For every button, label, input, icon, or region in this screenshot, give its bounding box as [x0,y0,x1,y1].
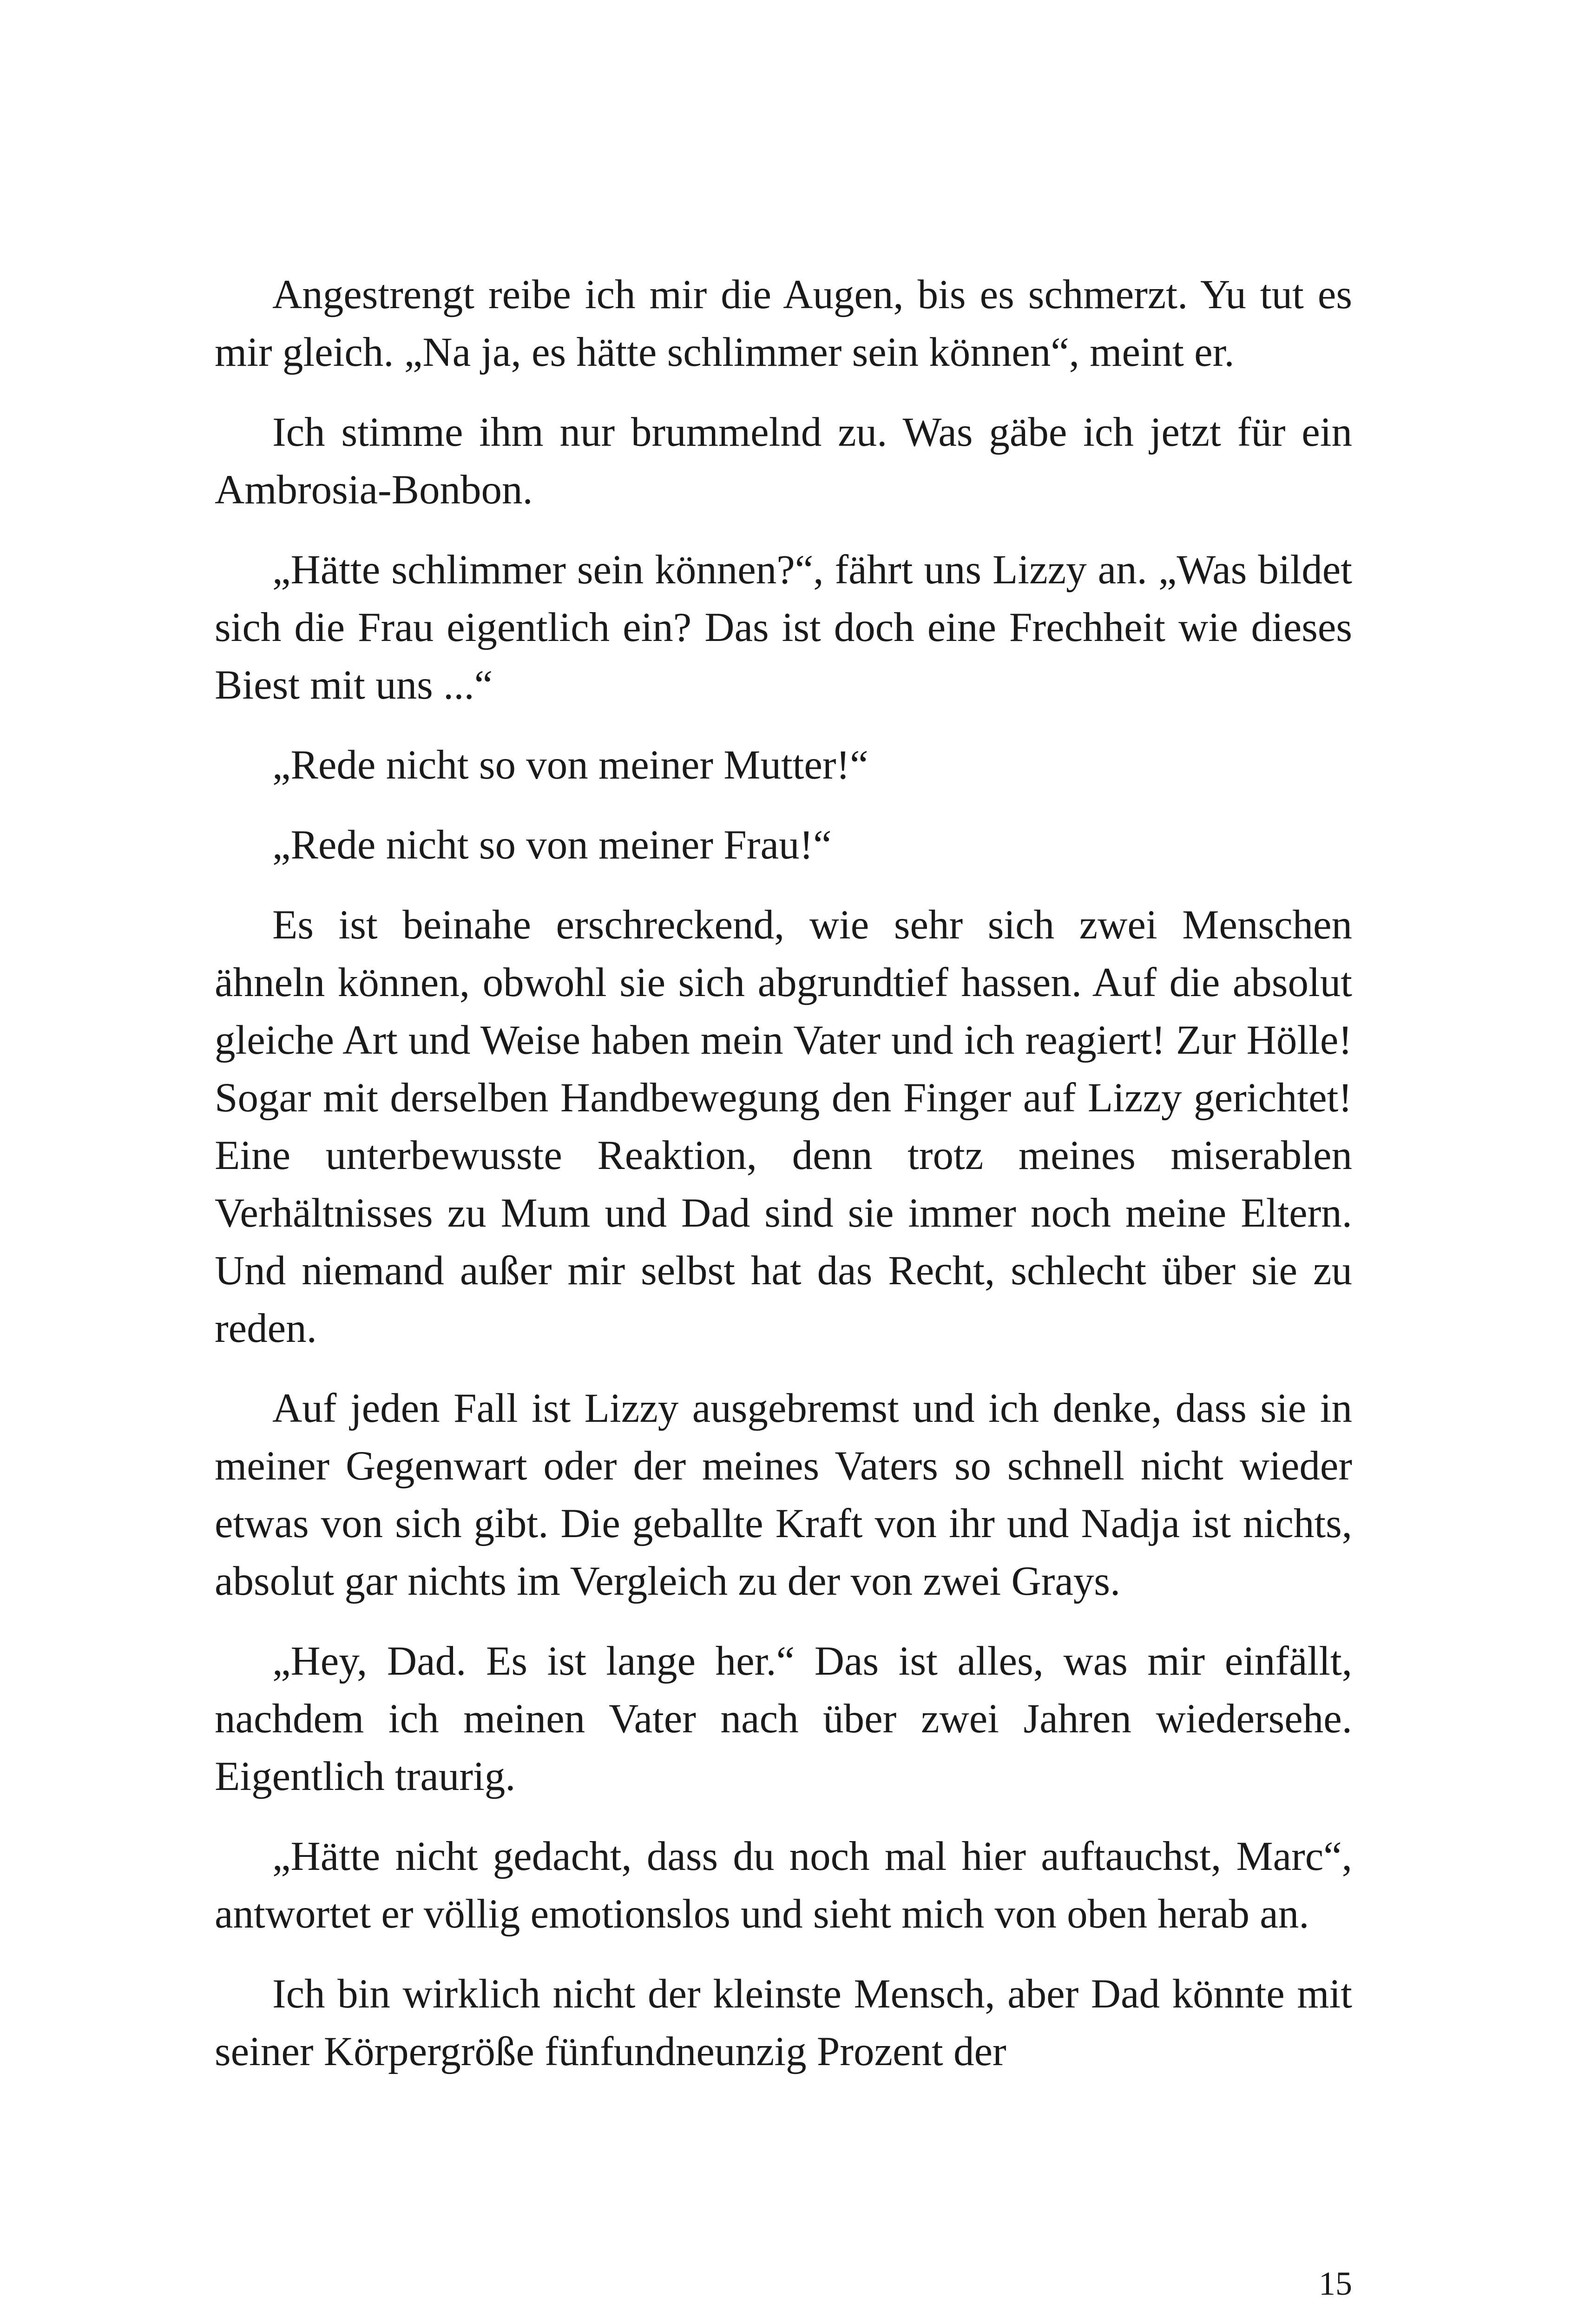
page-number: 15 [1319,2265,1352,2302]
paragraph-2: Ich stimme ihm nur brummelnd zu. Was gäbe ich jetzt für ein Ambrosia-Bonbon. [215,409,1352,513]
body-text [215,266,1352,2103]
paragraph-7: Auf jeden Fall ist Lizzy ausgebremst und ich denke, dass sie in meiner Gegenwart oder der meines Vaters so schnell nicht wieder etwas von sich gibt. Die geballte Kraft von ihr und Nadja ist nichts, absolut gar nichts im Vergleich zu der von zwei Grays. [215,1386,1352,1604]
paragraph-4: „Rede nicht so von meiner Mutter!“ [272,742,868,788]
paragraph-1: Angestrengt reibe ich mir die Augen, bis es schmerzt. Yu tut es mir gleich. „Na ja, es hätte schlimmer sein können“, meint er. [215,272,1352,375]
paragraph-6: Es ist beinahe erschreckend, wie sehr sich zwei Menschen ähneln können, obwohl sie sich abgrundtief hassen. Auf die absolut gleiche Art und Weise haben mein Vater und ich reagiert! Zur Hölle! Sogar mit derselben Handbewegung den Finger auf Lizzy gerichtet! Eine unterbewusste Reaktion, denn trotz meines miserablen Verhältnisses zu Mum und Dad sind sie immer noch meine Eltern. Und niemand außer mir selbst hat das Recht, schlecht über sie zu reden. [215,902,1352,1351]
paragraph-3: „Hätte schlimmer sein können?“, fährt uns Lizzy an. „Was bildet sich die Frau eigentlich ein? Das ist doch eine Frechheit wie dieses Biest mit uns ...“ [215,547,1352,708]
paragraph-8: „Hey, Dad. Es ist lange her.“ Das ist alles, was mir einfällt, nachdem ich meinen Vater nach über zwei Jahren wiedersehe. Eigentlich traurig. [215,1638,1352,1799]
paragraph-9: „Hätte nicht gedacht, dass du noch mal hier auftauchst, Marc“, antwortet er völlig emotionslos und sieht mich von oben herab an. [215,1834,1352,1937]
paragraph-5: „Rede nicht so von meiner Frau!“ [272,822,832,868]
paragraph-10: Ich bin wirklich nicht der kleinste Mensch, aber Dad könnte mit seiner Körpergröße fünfundneunzig Prozent der [215,1971,1352,2074]
